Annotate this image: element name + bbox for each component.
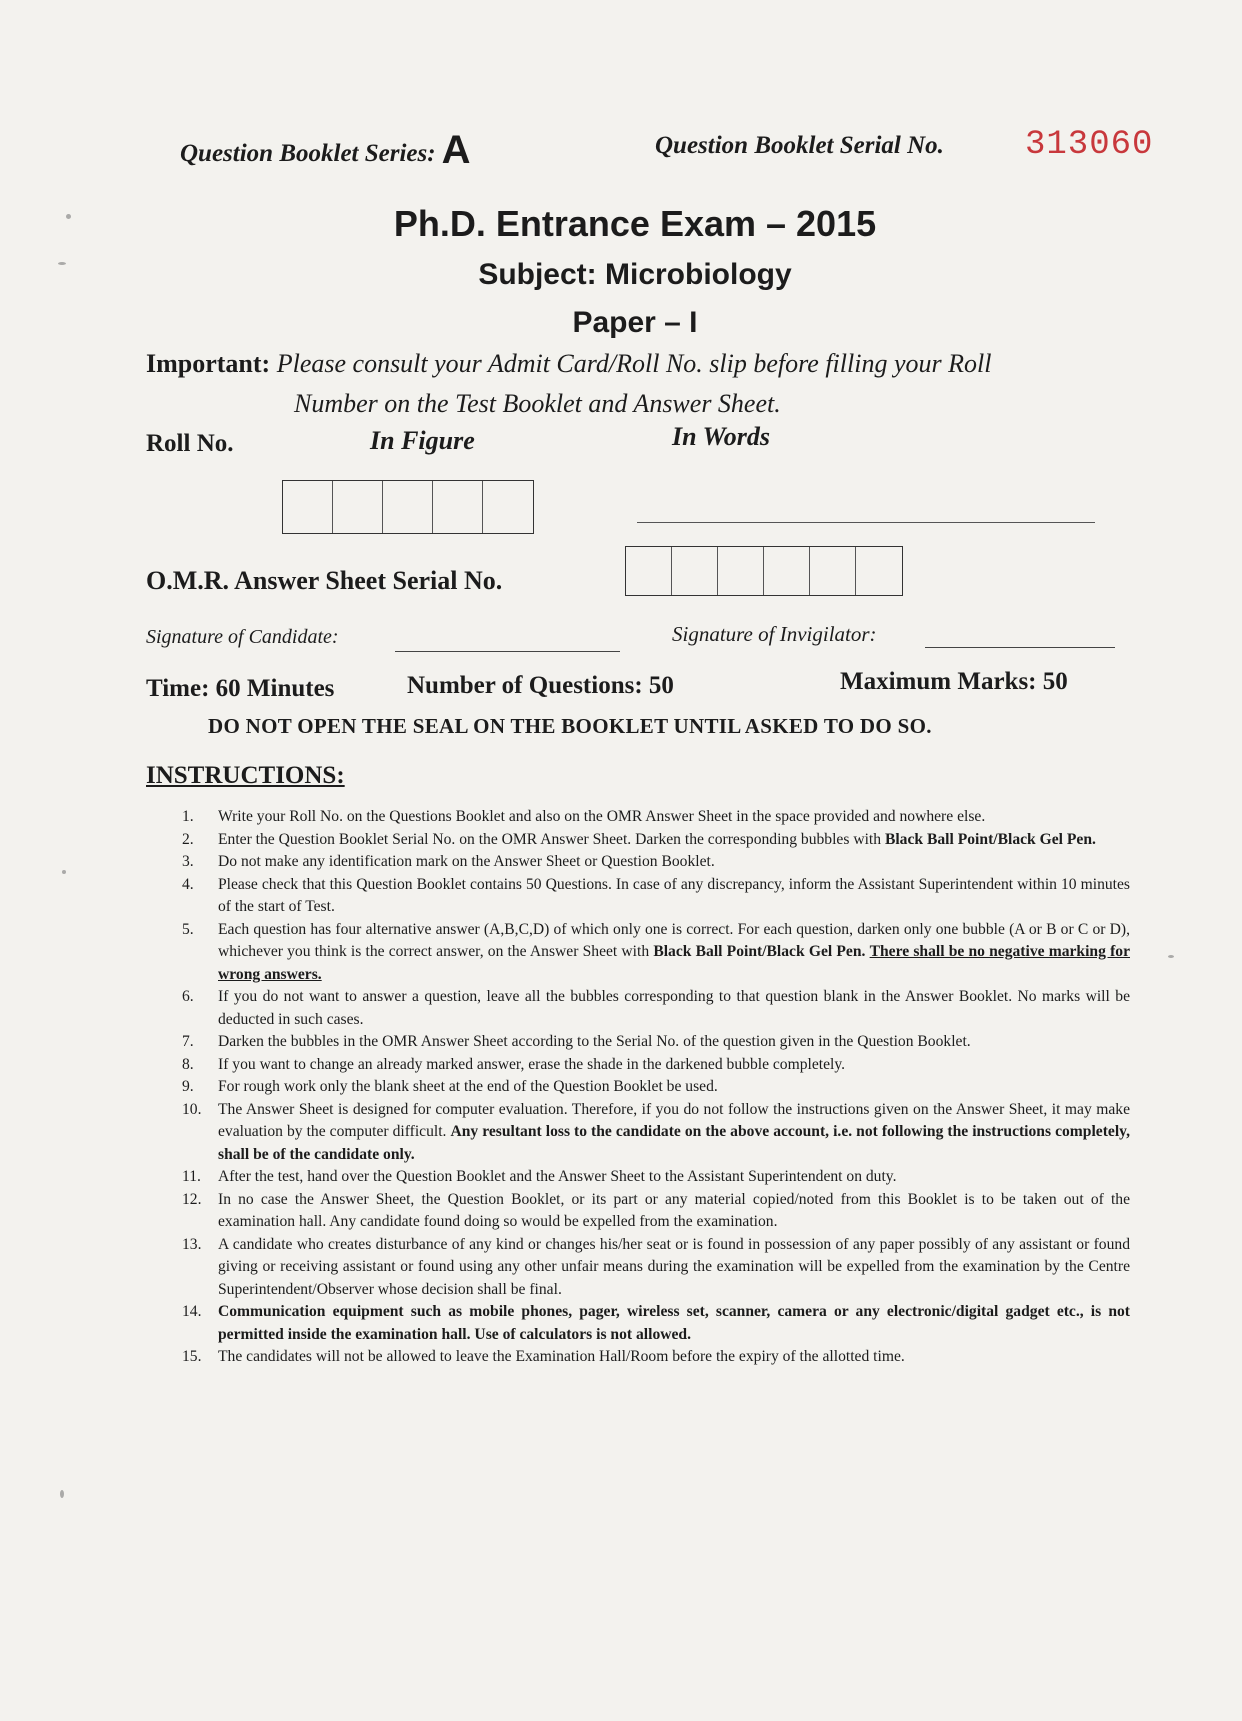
instruction-text bbox=[218, 851, 1130, 874]
booklet-series bbox=[180, 128, 470, 173]
candidate-signature-line[interactable] bbox=[395, 651, 620, 652]
instruction-text bbox=[218, 806, 1130, 829]
roll-number-digit-box[interactable] bbox=[333, 481, 383, 533]
candidate-signature-label: Signature of Candidate: bbox=[146, 626, 339, 648]
instruction-number: 15. bbox=[182, 1348, 202, 1365]
instruction-text-part: The Answer Sheet is designed for computer evaluation. Therefore, if you do not follow the instructions given on the Answer Sheet, it may make evaluation by the computer difficult. bbox=[218, 1100, 1130, 1140]
instruction-item bbox=[182, 1054, 1130, 1077]
omr-serial-digit-box[interactable] bbox=[810, 547, 856, 595]
instruction-text-part: The candidates will not be allowed to leave the Examination Hall/Room before the expiry of the allotted time. bbox=[218, 1348, 905, 1365]
invigilator-signature-line[interactable] bbox=[925, 647, 1115, 648]
instruction-text-part: Each question has four alternative answer (A,B,C,D) of which only one is correct. For each question, darken only one bubble (A or B or C or D), whichever you think is the correct answer, on the Answer Sheet with bbox=[218, 920, 1130, 960]
instruction-item bbox=[182, 1166, 1130, 1189]
instruction-item bbox=[182, 806, 1130, 829]
important-label: Important: bbox=[146, 349, 271, 378]
instruction-text bbox=[218, 1234, 1130, 1302]
instruction-text-part: Please check that this Question Booklet contains 50 Questions. In case of any discrepancy, inform the Assistant Superintendent within 10 minutes of the start of Test. bbox=[218, 875, 1130, 915]
roll-in-words-line[interactable] bbox=[637, 522, 1095, 523]
omr-serial-digit-box[interactable] bbox=[764, 547, 810, 595]
scan-speck bbox=[66, 214, 71, 219]
instruction-item bbox=[182, 1076, 1130, 1099]
in-words-label: In Words bbox=[672, 422, 771, 451]
in-figure-label: In Figure bbox=[370, 426, 475, 455]
booklet-serial-label: Question Booklet Serial No. bbox=[655, 132, 944, 159]
instruction-number: 11. bbox=[182, 1168, 201, 1185]
instruction-text bbox=[218, 1166, 1130, 1189]
instruction-text bbox=[218, 874, 1130, 919]
instruction-item bbox=[182, 1031, 1130, 1054]
instruction-text-part: Do not make any identification mark on the Answer Sheet or Question Booklet. bbox=[218, 853, 715, 870]
instruction-text bbox=[218, 1054, 1130, 1077]
exam-title: Ph.D. Entrance Exam – 2015 bbox=[393, 203, 877, 244]
important-note bbox=[146, 344, 1136, 424]
instruction-number: 1. bbox=[182, 808, 194, 825]
instruction-text bbox=[218, 1099, 1130, 1167]
subject-title: Subject: Microbiology bbox=[478, 258, 792, 291]
instruction-number: 4. bbox=[182, 875, 194, 893]
instruction-item bbox=[182, 1346, 1130, 1369]
instruction-text-part: After the test, hand over the Question Booklet and the Answer Sheet to the Assistant Superintendent on duty. bbox=[218, 1168, 897, 1185]
instruction-text bbox=[218, 986, 1130, 1031]
omr-serial-label: O.M.R. Answer Sheet Serial No. bbox=[146, 566, 503, 595]
instruction-text-part: In no case the Answer Sheet, the Question Booklet, or its part or any material copied/noted from this Booklet is to be taken out of the examination hall. Any candidate found doing so would be expelled from the examination. bbox=[218, 1190, 1130, 1230]
instruction-number: 3. bbox=[182, 853, 194, 870]
roll-number-boxes[interactable] bbox=[282, 480, 534, 534]
important-line-2: Number on the Test Booklet and Answer Sheet. bbox=[294, 389, 781, 418]
instruction-item bbox=[182, 829, 1130, 852]
instruction-item bbox=[182, 1099, 1130, 1167]
instruction-number: 2. bbox=[182, 830, 194, 848]
omr-serial-digit-box[interactable] bbox=[672, 547, 718, 595]
instruction-number: 9. bbox=[182, 1078, 194, 1095]
instruction-item bbox=[182, 919, 1130, 987]
instruction-number: 12. bbox=[182, 1190, 202, 1208]
instruction-text-part: Communication equipment such as mobile phones, pager, wireless set, scanner, camera or any electronic/digital gadget etc., is not permitted inside the examination hall. Use of calculators is not allowed. bbox=[218, 1303, 1130, 1343]
exam-time: Time: 60 Minutes bbox=[146, 675, 335, 702]
instruction-text-part: If you want to change an already marked answer, erase the shade in the darkened bubble completely. bbox=[218, 1055, 846, 1073]
instruction-text bbox=[218, 1346, 1130, 1369]
roll-number-digit-box[interactable] bbox=[283, 481, 333, 533]
instructions-heading: INSTRUCTIONS: bbox=[146, 762, 345, 789]
scan-speck bbox=[58, 262, 66, 265]
instruction-item bbox=[182, 1189, 1130, 1234]
instruction-item bbox=[182, 874, 1130, 919]
instruction-item bbox=[182, 851, 1130, 874]
scan-speck bbox=[60, 1490, 64, 1498]
seal-warning: DO NOT OPEN THE SEAL ON THE BOOKLET UNTIL ASKED TO DO SO. bbox=[208, 714, 932, 738]
instruction-text bbox=[218, 1031, 1130, 1054]
instruction-text-part: Any resultant loss to the candidate on the above account, i.e. not following the instructions completely, shall be of the candidate only. bbox=[218, 1123, 1130, 1163]
booklet-series-value: A bbox=[441, 128, 471, 172]
omr-serial-digit-box[interactable] bbox=[856, 547, 902, 595]
omr-serial-boxes[interactable] bbox=[625, 546, 903, 596]
instruction-item bbox=[182, 1301, 1130, 1346]
instruction-text-part: Black Ball Point/Black Gel Pen. bbox=[884, 830, 1096, 848]
instruction-number: 6. bbox=[182, 988, 194, 1005]
roll-number-digit-box[interactable] bbox=[483, 481, 533, 533]
roll-number-digit-box[interactable] bbox=[433, 481, 483, 533]
instruction-text bbox=[218, 1301, 1130, 1346]
instruction-number: 7. bbox=[182, 1033, 194, 1050]
instruction-text-part: A candidate who creates disturbance of any kind or changes his/her seat or is found in possession of any paper possibly of any assistant or found giving or receiving assistant or found using any other unfair means during the examination will be expelled from the examination by the Centre Superintendent/Observer whose decision shall be final. bbox=[218, 1235, 1130, 1298]
instruction-number: 5. bbox=[182, 920, 194, 938]
booklet-serial-number: 313060 bbox=[1025, 126, 1154, 164]
instruction-text-part: Black Ball Point/Black Gel Pen. bbox=[653, 943, 866, 960]
instruction-text-part: There shall be no negative marking for wrong answers. bbox=[218, 943, 1130, 983]
omr-serial-digit-box[interactable] bbox=[718, 547, 764, 595]
instruction-text bbox=[218, 829, 1130, 852]
instruction-item bbox=[182, 1234, 1130, 1302]
instruction-number: 14. bbox=[182, 1303, 202, 1320]
instruction-text bbox=[218, 1076, 1130, 1099]
instruction-text bbox=[218, 1189, 1130, 1234]
instruction-text-part: Darken the bubbles in the OMR Answer Sheet according to the Serial No. of the question given in the Question Booklet. bbox=[218, 1033, 971, 1050]
instruction-number: 10. bbox=[182, 1100, 202, 1118]
instruction-text-part: Enter the Question Booklet Serial No. on the OMR Answer Sheet. Darken the corresponding bubbles with bbox=[218, 830, 885, 848]
number-of-questions: Number of Questions: 50 bbox=[407, 672, 674, 699]
instruction-number: 8. bbox=[182, 1055, 194, 1073]
scan-speck bbox=[1168, 955, 1174, 958]
roll-number-label: Roll No. bbox=[146, 430, 234, 457]
instructions-list bbox=[182, 806, 1130, 1369]
instruction-text-part: If you do not want to answer a question, leave all the bubbles corresponding to that question blank in the Answer Booklet. No marks will be deducted in such cases. bbox=[218, 988, 1130, 1028]
instruction-text bbox=[218, 919, 1130, 987]
scan-speck bbox=[62, 870, 66, 874]
invigilator-signature-label: Signature of Invigilator: bbox=[672, 622, 877, 646]
important-line-1: Please consult your Admit Card/Roll No. slip before filling your Roll bbox=[276, 349, 992, 378]
instruction-text-part: Write your Roll No. on the Questions Booklet and also on the OMR Answer Sheet in the space provided and nowhere else. bbox=[218, 808, 986, 825]
maximum-marks: Maximum Marks: 50 bbox=[840, 668, 1068, 695]
booklet-series-label: Question Booklet Series: bbox=[180, 140, 436, 167]
roll-number-digit-box[interactable] bbox=[383, 481, 433, 533]
paper-title: Paper – I bbox=[572, 306, 698, 339]
instruction-item bbox=[182, 986, 1130, 1031]
instruction-number: 13. bbox=[182, 1235, 202, 1253]
instruction-text-part: For rough work only the blank sheet at the end of the Question Booklet be used. bbox=[218, 1078, 718, 1095]
omr-serial-digit-box[interactable] bbox=[626, 547, 672, 595]
